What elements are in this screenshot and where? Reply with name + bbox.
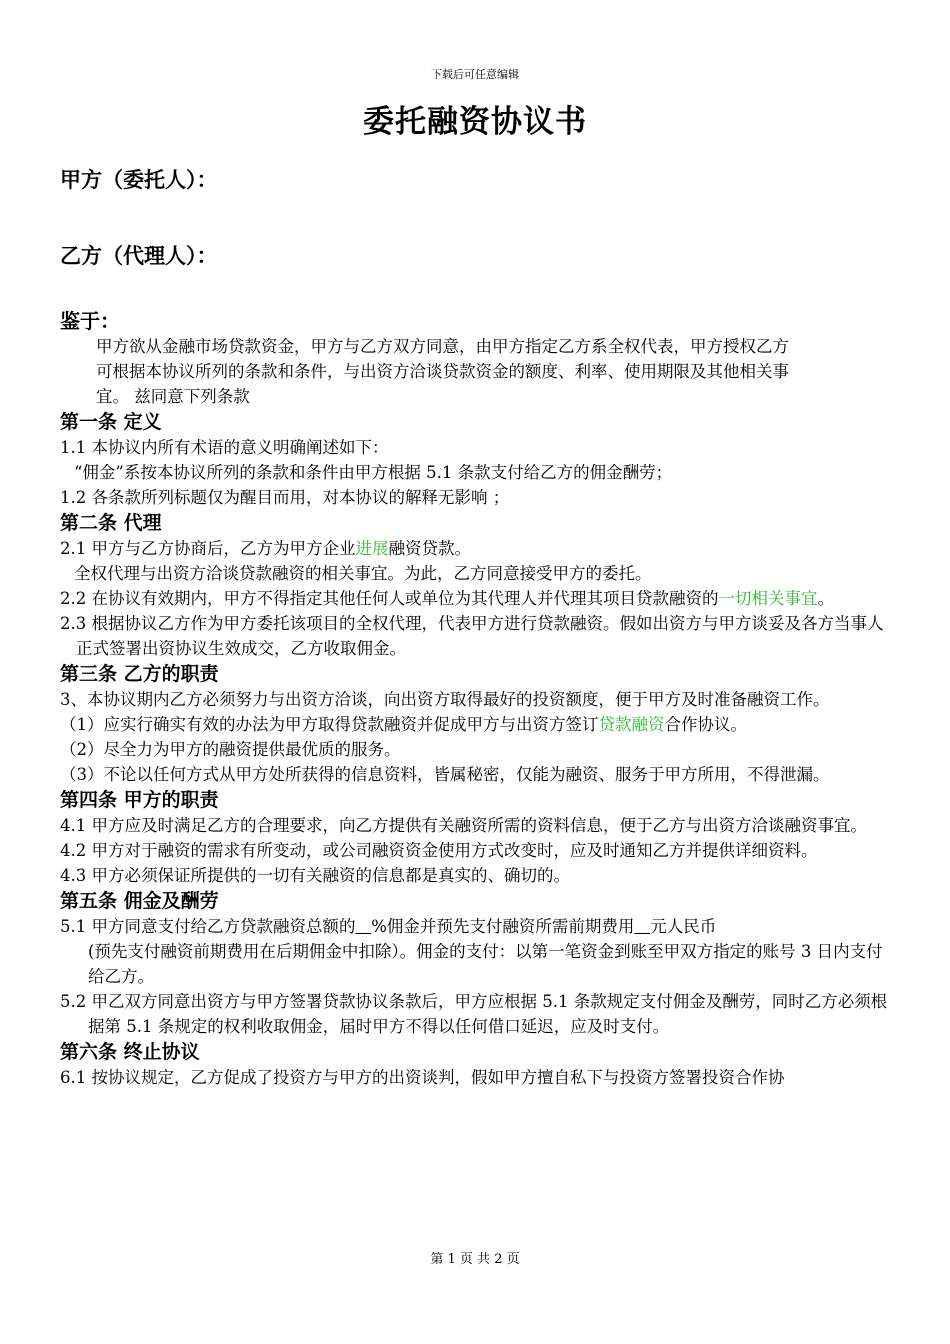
page-footer: 第 1 页 共 2 页 — [430, 1252, 520, 1267]
article-2-para-4: 2.3 根据协议乙方作为甲方委托该项目的全权代理，代表甲方进行贷款融资。假如出资方与甲方谈妥及各方当事人正式签署出资协议生效成交，乙方收取佣金。 — [60, 614, 884, 658]
article-3-item-2: （2）尽全力为甲方的融资提供最优质的服务。 — [60, 740, 401, 759]
text-segment: 。 — [817, 589, 834, 608]
article-5-para-2: (预先支付融资前期费用在后期佣金中扣除）。佣金的支付：以第一笔资金到账至甲双方指定的账号 3 日内支付给乙方。 — [88, 942, 883, 986]
fill-in-blank — [356, 917, 372, 936]
whereas-line-2: 可根据本协议所列的条款和条件，与出资方洽谈贷款资金的额度、利率、使用期限及其他相关事 — [96, 362, 789, 381]
party-b-label: 乙方（代理人）： — [60, 243, 218, 268]
text-segment: 2.2 在协议有效期内，甲方不得指定其他任何人或单位为其代理人并代理其项目贷款融资的 — [60, 589, 719, 608]
article-3-para-1: 3、本协议期内乙方必须努力与出资方洽谈，向出资方取得最好的投资额度，便于甲方及时准备融资工作。 — [60, 690, 830, 709]
whereas-line-1: 甲方欲从金融市场贷款资金，甲方与乙方双方同意，由甲方指定乙方系全权代表，甲方授权乙方 — [96, 337, 789, 356]
article-2-para-2: 全权代理与出资方洽谈贷款融资的相关事宜。为此，乙方同意接受甲方的委托。 — [74, 564, 652, 583]
text-segment: 5.1 甲方同意支付给乙方贷款融资总额的 — [60, 917, 356, 936]
document-title: 委托融资协议书 — [363, 104, 587, 140]
article-6-heading: 第六条 终止协议 — [60, 1041, 200, 1063]
article-5-para-1 — [60, 914, 892, 939]
text-segment: 2.1 甲方与乙方协商后，乙方为甲方企业 — [60, 539, 356, 558]
article-3-heading: 第三条 乙方的职责 — [60, 663, 219, 685]
article-4-para-1: 4.1 甲方应及时满足乙方的合理要求，向乙方提供有关融资所需的资料信息，便于乙方与出资方洽谈融资事宜。 — [60, 816, 867, 835]
article-4-para-3: 4.3 甲方必须保证所提供的一切有关融资的信息都是真实的、确切的。 — [60, 866, 570, 885]
text-segment: 合作协议。 — [664, 715, 747, 734]
whereas-heading: 鉴于： — [60, 309, 120, 333]
article-2-heading: 第二条 代理 — [60, 512, 162, 534]
document-body — [60, 166, 892, 1090]
text-segment: 融资贷款。 — [388, 539, 471, 558]
header-note: 下载后可任意编辑 — [431, 68, 519, 81]
article-1-para-2: “佣金”系按本协议所列的条款和条件由甲方根据 5.1 条款支付给乙方的佣金酬劳； — [74, 463, 673, 482]
article-1-para-1: 1.1 本协议内所有术语的意义明确阐述如下： — [60, 438, 389, 457]
article-2-para-1 — [60, 536, 892, 561]
article-6-para-1: 6.1 按协议规定，乙方促成了投资方与甲方的出资谈判，假如甲方擅自私下与投资方签署投资合作协 — [60, 1068, 785, 1087]
article-1-para-3: 1.2 各条款所列标题仅为醒目而用，对本协议的解释无影响 ； — [60, 488, 510, 507]
article-3-item-3: （3）不论以任何方式从甲方处所获得的信息资料，皆属秘密，仅能为融资、服务于甲方所用，不得泄漏。 — [60, 765, 830, 784]
article-4-heading: 第四条 甲方的职责 — [60, 789, 219, 811]
article-4-para-2: 4.2 甲方对于融资的需求有所变动，或公司融资资金使用方式改变时，应及时通知乙方并提供详细资料。 — [60, 841, 818, 860]
green-highlight-text: 一切相关事宜 — [718, 589, 818, 608]
article-2-para-3 — [60, 586, 892, 611]
article-5-heading: 第五条 佣金及酬劳 — [60, 890, 219, 912]
article-3-item-1 — [60, 712, 892, 737]
text-segment: %佣金并预先支付融资所需前期费用 — [371, 917, 635, 936]
article-5-para-3: 5.2 甲乙双方同意出资方与甲方签署贷款协议条款后，甲方应根据 5.1 条款规定支付佣金及酬劳，同时乙方必须根据第 5.1 条规定的权利收取佣金，届时甲方不得以任何借口延迟，应及时支付。 — [60, 992, 888, 1036]
green-highlight-text: 进展 — [355, 539, 389, 558]
whereas-line-3: 宜。 兹同意下列条款 — [96, 387, 250, 406]
fill-in-blank — [634, 917, 650, 936]
text-segment: 元人民币 — [650, 917, 717, 936]
text-segment: （1）应实行确实有效的办法为甲方取得贷款融资并促成甲方与出资方签订 — [60, 715, 599, 734]
article-1-heading: 第一条 定义 — [60, 411, 162, 433]
party-a-label: 甲方（委托人）： — [60, 167, 218, 192]
green-highlight-text: 贷款融资 — [598, 715, 665, 734]
